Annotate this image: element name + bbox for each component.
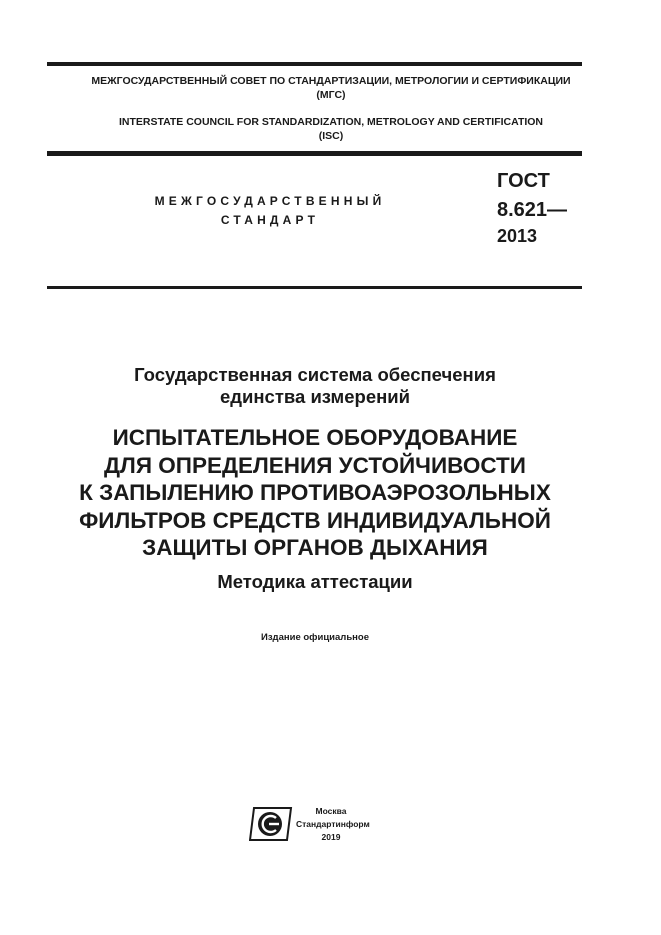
main-title [40,424,590,562]
publisher-name: Стандартинформ [296,819,370,829]
publisher-city: Москва [315,806,347,816]
edition-note: Издание официальное [261,632,369,643]
council-ru [47,74,615,102]
system-title-line2: единства измерений [219,386,411,407]
standard-code-prefix: ГОСТ [497,170,550,192]
standard-code-number: 8.621— [497,199,568,221]
standard-kind-line1: МЕЖГОСУДАРСТВЕННЫЙ [154,194,386,208]
council-ru-abbr: (МГС) [316,89,346,101]
middle-rule [47,151,582,156]
top-rule [47,62,582,66]
system-title-line1: Государственная система обеспечения [134,364,496,385]
publisher-year: 2019 [321,832,341,842]
council-ru-name: МЕЖГОСУДАРСТВЕННЫЙ СОВЕТ ПО СТАНДАРТИЗАЦИИ, МЕТРОЛОГИИ И СЕРТИФИКАЦИИ [91,75,571,87]
council-en-name: INTERSTATE COUNCIL FOR STANDARDIZATION, METROLOGY AND CERTIFICATION [118,116,544,128]
system-title [40,364,590,408]
main-title-line: ДЛЯ ОПРЕДЕЛЕНИЯ УСТОЙЧИВОСТИ [104,452,526,478]
standartinform-logo-icon [249,806,293,842]
standard-code-year: 2013 [497,226,538,246]
council-en [47,115,615,143]
standard-kind-line2: СТАНДАРТ [220,213,320,227]
council-en-abbr: (ISC) [318,130,344,142]
lower-rule [47,286,582,289]
main-title-line: ФИЛЬТРОВ СРЕДСТВ ИНДИВИДУАЛЬНОЙ [79,507,551,533]
subtitle: Методика аттестации [217,571,413,592]
main-title-line: ИСПЫТАТЕЛЬНОЕ ОБОРУДОВАНИЕ [112,425,518,450]
main-title-line: К ЗАПЫЛЕНИЮ ПРОТИВОАЭРОЗОЛЬНЫХ [79,480,551,505]
main-title-line: ЗАЩИТЫ ОРГАНОВ ДЫХАНИЯ [142,535,488,560]
